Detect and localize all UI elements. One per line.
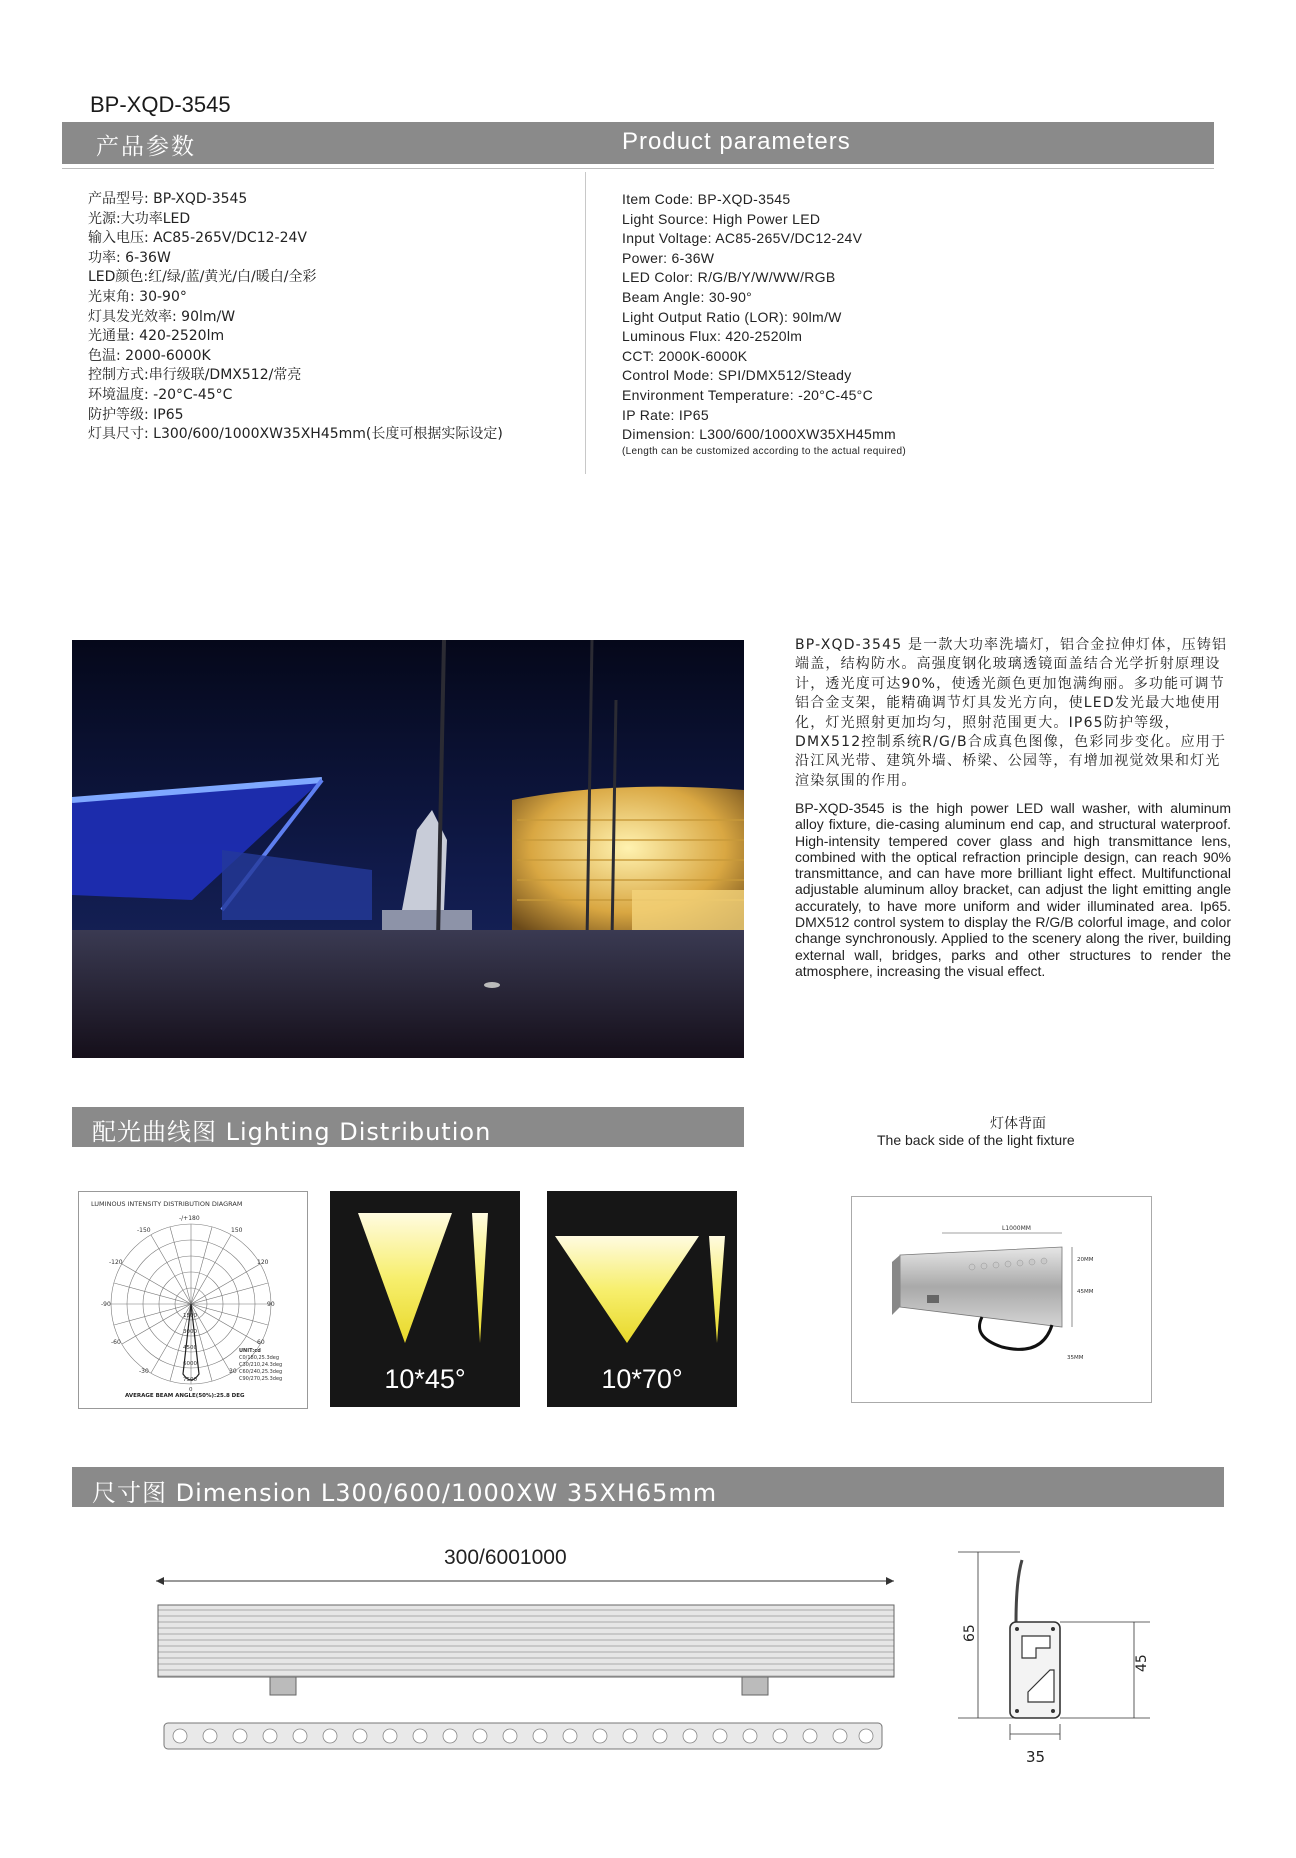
back-side-caption-cn: 灯体背面 bbox=[990, 1116, 1046, 1132]
spec-item: 光源:大功率LED bbox=[88, 210, 191, 227]
svg-text:-/+180: -/+180 bbox=[179, 1215, 200, 1222]
description-cn: BP-XQD-3545 是一款大功率洗墙灯，铝合金拉伸灯体，压铸铝端盖，结构防水。高强度钢化玻璃透镜面盖结合光学折射原理设计，透光度可达90%，使透光颜色更加饱满绚丽。多功能可调节铝合金支架，能精确调节灯具发光方向，使LED发光最大地使用化，灯光照射更加均匀，照射范围更大。IP65防护等级，DMX512控制系统R/G/B合成真色图像，色彩同步变化。应用于沿江风光带、建筑外墙、桥梁、公园等，有增加视觉效果和灯光渲染氛围的作用。 bbox=[795, 637, 1228, 789]
spec-item: Beam Angle: 30-90° bbox=[622, 288, 753, 305]
svg-text:4500: 4500 bbox=[183, 1345, 197, 1351]
spec-item: LED颜色:红/绿/蓝/黄光/白/暖白/全彩 bbox=[88, 269, 317, 286]
svg-text:120: 120 bbox=[257, 1259, 269, 1266]
spec-item: 色温: 2000-6000K bbox=[88, 347, 211, 364]
svg-text:3000: 3000 bbox=[183, 1329, 197, 1335]
spec-list-en bbox=[622, 190, 906, 459]
svg-text:C30/210,24.3deg: C30/210,24.3deg bbox=[239, 1362, 283, 1368]
svg-text:L1000MM: L1000MM bbox=[1002, 1225, 1031, 1232]
svg-text:1500: 1500 bbox=[183, 1313, 197, 1319]
spec-item: Control Mode: SPI/DMX512/Steady bbox=[622, 367, 852, 384]
beam-angle-70-panel bbox=[547, 1191, 737, 1407]
spec-item: 输入电压: AC85-265V/DC12-24V bbox=[88, 230, 307, 247]
spec-list-cn bbox=[88, 190, 503, 445]
section-title-en: Product parameters bbox=[622, 128, 851, 155]
divider bbox=[62, 168, 1214, 169]
fixture-back-photo bbox=[851, 1196, 1152, 1403]
svg-text:AVERAGE BEAM ANGLE(50%):25.8 D: AVERAGE BEAM ANGLE(50%):25.8 DEG bbox=[125, 1393, 245, 1399]
spec-item: Power: 6-36W bbox=[622, 249, 715, 266]
spec-item: 环境温度: -20°C-45°C bbox=[88, 386, 233, 403]
svg-text:35: 35 bbox=[1026, 1748, 1046, 1766]
cross-section-drawing bbox=[950, 1540, 1190, 1780]
svg-text:6000: 6000 bbox=[183, 1361, 197, 1367]
svg-text:C0/180,25.3deg: C0/180,25.3deg bbox=[239, 1355, 280, 1361]
svg-text:150: 150 bbox=[231, 1227, 243, 1234]
beam-label-70: 10*70° bbox=[601, 1364, 683, 1394]
svg-text:20MM: 20MM bbox=[1077, 1257, 1094, 1263]
length-dimension-label: 300/6001000 bbox=[444, 1546, 567, 1569]
spec-item: Light Source: High Power LED bbox=[622, 210, 821, 227]
spec-item: Light Output Ratio (LOR): 90lm/W bbox=[622, 308, 842, 325]
spec-item: Environment Temperature: -20°C-45°C bbox=[622, 386, 873, 403]
svg-text:-120: -120 bbox=[109, 1259, 123, 1266]
beam-cone-narrow bbox=[472, 1213, 488, 1343]
back-side-caption-en: The back side of the light fixture bbox=[877, 1132, 1075, 1148]
spec-item: CCT: 2000K-6000K bbox=[622, 347, 748, 364]
svg-text:30: 30 bbox=[229, 1368, 237, 1375]
svg-text:0: 0 bbox=[189, 1387, 193, 1393]
column-divider bbox=[585, 172, 586, 474]
night-scene-image bbox=[72, 640, 744, 1058]
svg-text:45MM: 45MM bbox=[1077, 1289, 1094, 1295]
application-photo bbox=[72, 640, 744, 1058]
svg-text:UNIT:cd: UNIT:cd bbox=[239, 1348, 261, 1354]
spec-item: IP Rate: IP65 bbox=[622, 406, 709, 423]
spec-note: (Length can be customized according to the actual required) bbox=[622, 445, 906, 457]
spec-item: Item Code: BP-XQD-3545 bbox=[622, 191, 791, 207]
svg-text:C90/270,25.3deg: C90/270,25.3deg bbox=[239, 1376, 283, 1382]
beam-label-45: 10*45° bbox=[384, 1364, 466, 1394]
spec-item: 光束角: 30-90° bbox=[88, 288, 187, 305]
section-title-cn: 产品参数 bbox=[96, 134, 196, 160]
spec-item: Dimension: L300/600/1000XW35XH45mm bbox=[622, 426, 897, 443]
svg-text:90: 90 bbox=[267, 1301, 275, 1308]
section-title-lighting: 配光曲线图 Lighting Distribution bbox=[92, 1118, 492, 1146]
svg-text:35MM: 35MM bbox=[1067, 1355, 1084, 1361]
fixture-side-drawing bbox=[150, 1565, 900, 1765]
description-en: BP-XQD-3545 is the high power LED wall washer, with aluminum alloy fixture, die-casing aluminum end cap, and structural waterproof. High-intensity tempered cover glass and high transmittance lens, combined with the optical refraction principle design, can reach 90% transmittance, and can have more brilliant light effect. Multifunctional adjustable aluminum alloy bracket, can adjust the light emitting angle accurately, to have more uniform and wider illuminated area. Ip65. DMX512 control system to display the R/G/B colorful image, and color change synchronously. Applied to the scenery along the river, building external wall, bridges, parks and other structures to render the atmosphere, increasing the visual effect. bbox=[795, 800, 1231, 979]
spec-item: 灯具尺寸: L300/600/1000XW35XH45mm(长度可根据实际设定) bbox=[88, 426, 503, 443]
spec-item: 防护等级: IP65 bbox=[88, 406, 184, 423]
beam-angle-45-panel bbox=[330, 1191, 520, 1407]
spec-item: 产品型号: BP-XQD-3545 bbox=[88, 191, 248, 207]
svg-text:60: 60 bbox=[257, 1339, 265, 1346]
svg-text:65: 65 bbox=[962, 1624, 978, 1642]
svg-text:C60/240,25.3deg: C60/240,25.3deg bbox=[239, 1369, 283, 1375]
spec-item: 灯具发光效率: 90lm/W bbox=[88, 308, 236, 325]
spec-item: Luminous Flux: 420-2520lm bbox=[622, 328, 803, 345]
spec-item: LED Color: R/G/B/Y/W/WW/RGB bbox=[622, 269, 836, 286]
spec-item: 功率: 6-36W bbox=[88, 249, 171, 266]
beam-cone-wide bbox=[358, 1213, 452, 1343]
svg-text:-90: -90 bbox=[101, 1301, 111, 1308]
svg-text:7500: 7500 bbox=[183, 1377, 197, 1383]
spec-item: Input Voltage: AC85-265V/DC12-24V bbox=[622, 230, 863, 247]
svg-text:45: 45 bbox=[1134, 1654, 1150, 1672]
svg-text:-150: -150 bbox=[137, 1227, 151, 1234]
beam-cone-wide bbox=[555, 1236, 699, 1343]
polar-title: LUMINOUS INTENSITY DISTRIBUTION DIAGRAM bbox=[91, 1200, 243, 1208]
spec-item: 光通量: 420-2520lm bbox=[88, 328, 225, 345]
spec-item: 控制方式:串行级联/DMX512/常亮 bbox=[88, 367, 302, 384]
svg-text:-60: -60 bbox=[111, 1339, 121, 1346]
beam-cone-narrow bbox=[709, 1236, 725, 1343]
polar-distribution-diagram bbox=[78, 1191, 308, 1409]
svg-text:-30: -30 bbox=[139, 1368, 149, 1375]
section-title-dimension: 尺寸图 Dimension L300/600/1000XW 35XH65mm bbox=[92, 1479, 718, 1507]
model-header: BP-XQD-3545 bbox=[90, 92, 231, 117]
